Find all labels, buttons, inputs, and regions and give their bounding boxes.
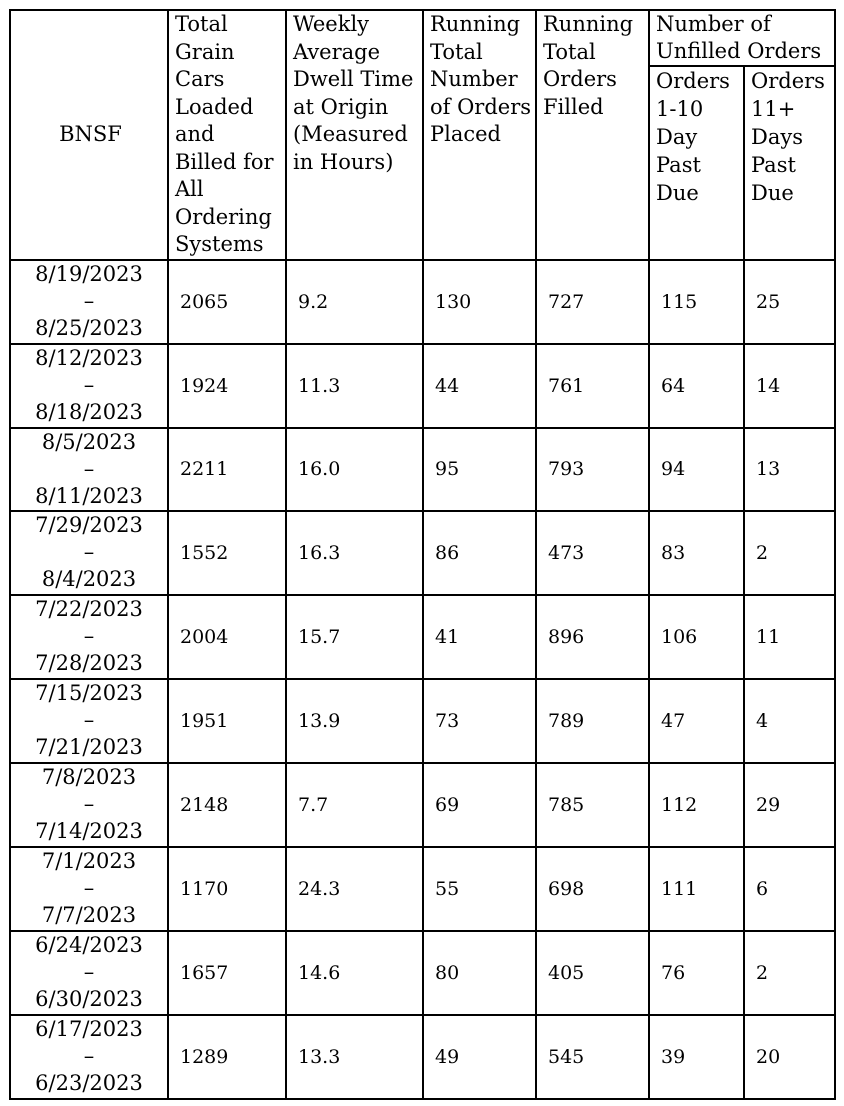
cell-orders-placed: 80 — [423, 931, 536, 1015]
cell-dwell-time: 16.0 — [286, 428, 423, 511]
cell-week-range — [10, 595, 168, 679]
header-bnsf: BNSF — [10, 10, 168, 260]
cell-orders-filled: 789 — [536, 679, 649, 763]
cell-orders-filled: 793 — [536, 428, 649, 511]
cell-total-cars: 1924 — [168, 344, 286, 428]
cell-past-due-11-plus: 2 — [744, 931, 835, 1015]
header-orders-placed: Running Total Number of Orders Placed — [423, 10, 536, 260]
cell-dwell-time: 16.3 — [286, 511, 423, 595]
week-end: 8/11/2023 — [35, 483, 143, 508]
week-end: 7/28/2023 — [35, 651, 143, 675]
table-row — [10, 344, 835, 428]
header-weekly-dwell: Weekly Average Dwell Time at Origin (Measured in Hours) — [286, 10, 423, 260]
week-range-dash: – — [83, 456, 95, 481]
cell-dwell-time: 14.6 — [286, 931, 423, 1015]
week-end: 8/25/2023 — [35, 316, 143, 340]
week-start: 7/1/2023 — [41, 849, 137, 873]
cell-week-range — [10, 511, 168, 595]
cell-past-due-11-plus: 25 — [744, 260, 835, 344]
cell-week-range — [10, 931, 168, 1015]
cell-past-due-1-10: 39 — [649, 1015, 744, 1099]
cell-past-due-11-plus: 2 — [744, 511, 835, 595]
week-end: 6/30/2023 — [35, 987, 143, 1011]
week-range-dash: – — [83, 624, 95, 648]
cell-dwell-time: 24.3 — [286, 847, 423, 931]
cell-past-due-11-plus: 11 — [744, 595, 835, 679]
week-range-dash: – — [83, 373, 95, 397]
cell-total-cars: 1657 — [168, 931, 286, 1015]
cell-orders-filled: 896 — [536, 595, 649, 679]
cell-dwell-time: 13.9 — [286, 679, 423, 763]
week-start: 8/19/2023 — [35, 262, 143, 286]
week-start: 8/12/2023 — [35, 346, 143, 370]
week-end: 7/7/2023 — [41, 903, 137, 927]
table-row — [10, 260, 835, 344]
cell-orders-placed: 86 — [423, 511, 536, 595]
cell-past-due-11-plus: 6 — [744, 847, 835, 931]
table-row — [10, 931, 835, 1015]
cell-orders-filled: 727 — [536, 260, 649, 344]
week-start: 7/29/2023 — [35, 513, 143, 537]
cell-week-range — [10, 847, 168, 931]
cell-orders-placed: 69 — [423, 763, 536, 847]
week-range-dash: – — [83, 540, 95, 564]
cell-past-due-1-10: 115 — [649, 260, 744, 344]
week-end: 6/23/2023 — [35, 1071, 143, 1095]
week-end: 8/18/2023 — [35, 400, 143, 424]
cell-orders-filled: 473 — [536, 511, 649, 595]
cell-past-due-1-10: 112 — [649, 763, 744, 847]
week-end: 7/14/2023 — [35, 819, 143, 843]
cell-dwell-time: 9.2 — [286, 260, 423, 344]
table-row — [10, 428, 835, 511]
cell-past-due-11-plus: 13 — [744, 428, 835, 511]
cell-week-range — [10, 260, 168, 344]
cell-orders-placed: 95 — [423, 428, 536, 511]
cell-past-due-11-plus: 14 — [744, 344, 835, 428]
week-start: 7/15/2023 — [35, 681, 143, 705]
table-row — [10, 847, 835, 931]
cell-past-due-1-10: 64 — [649, 344, 744, 428]
cell-past-due-1-10: 111 — [649, 847, 744, 931]
cell-past-due-1-10: 83 — [649, 511, 744, 595]
week-range-dash: – — [83, 1044, 95, 1068]
cell-total-cars: 1951 — [168, 679, 286, 763]
cell-past-due-11-plus: 4 — [744, 679, 835, 763]
cell-dwell-time: 15.7 — [286, 595, 423, 679]
bnsf-grain-table — [9, 9, 836, 1100]
cell-orders-filled: 761 — [536, 344, 649, 428]
table-row — [10, 511, 835, 595]
cell-orders-filled: 405 — [536, 931, 649, 1015]
cell-past-due-1-10: 94 — [649, 428, 744, 511]
cell-week-range — [10, 344, 168, 428]
week-range-dash: – — [83, 792, 95, 816]
cell-total-cars: 2065 — [168, 260, 286, 344]
week-range-dash: – — [83, 960, 95, 984]
week-end: 7/21/2023 — [35, 735, 143, 759]
cell-dwell-time: 11.3 — [286, 344, 423, 428]
header-past-due-11-plus: Orders 11+ Days Past Due — [744, 66, 835, 259]
week-range-dash: – — [83, 289, 95, 313]
cell-orders-filled: 698 — [536, 847, 649, 931]
cell-total-cars: 1552 — [168, 511, 286, 595]
week-range-dash: – — [83, 876, 95, 900]
cell-orders-placed: 73 — [423, 679, 536, 763]
week-start: 7/8/2023 — [41, 765, 137, 789]
cell-week-range — [10, 428, 168, 511]
header-total-grain-cars: Total Grain Cars Loaded and Billed for All Ordering Systems — [168, 10, 286, 260]
week-start: 7/22/2023 — [35, 597, 143, 621]
week-start: 6/24/2023 — [35, 933, 143, 957]
cell-orders-filled: 545 — [536, 1015, 649, 1099]
table-row — [10, 763, 835, 847]
cell-orders-placed: 55 — [423, 847, 536, 931]
cell-orders-placed: 44 — [423, 344, 536, 428]
cell-week-range — [10, 1015, 168, 1099]
cell-dwell-time: 13.3 — [286, 1015, 423, 1099]
cell-total-cars: 2148 — [168, 763, 286, 847]
header-orders-filled: Running Total Orders Filled — [536, 10, 649, 260]
cell-week-range — [10, 679, 168, 763]
cell-past-due-1-10: 47 — [649, 679, 744, 763]
cell-orders-placed: 130 — [423, 260, 536, 344]
cell-total-cars: 1289 — [168, 1015, 286, 1099]
cell-dwell-time: 7.7 — [286, 763, 423, 847]
table-row — [10, 595, 835, 679]
cell-orders-placed: 49 — [423, 1015, 536, 1099]
table-row — [10, 679, 835, 763]
cell-week-range — [10, 763, 168, 847]
week-end: 8/4/2023 — [41, 567, 137, 591]
cell-total-cars: 1170 — [168, 847, 286, 931]
cell-total-cars: 2211 — [168, 428, 286, 511]
cell-orders-filled: 785 — [536, 763, 649, 847]
cell-orders-placed: 41 — [423, 595, 536, 679]
cell-past-due-11-plus: 29 — [744, 763, 835, 847]
cell-total-cars: 2004 — [168, 595, 286, 679]
header-past-due-1-10: Orders 1-10 Day Past Due — [649, 66, 744, 259]
week-start: 8/5/2023 — [41, 429, 137, 454]
table-row — [10, 1015, 835, 1099]
cell-past-due-1-10: 76 — [649, 931, 744, 1015]
cell-past-due-11-plus: 20 — [744, 1015, 835, 1099]
week-start: 6/17/2023 — [35, 1017, 143, 1041]
week-range-dash: – — [83, 708, 95, 732]
cell-past-due-1-10: 106 — [649, 595, 744, 679]
header-unfilled-orders: Number of Unfilled Orders — [649, 10, 835, 66]
